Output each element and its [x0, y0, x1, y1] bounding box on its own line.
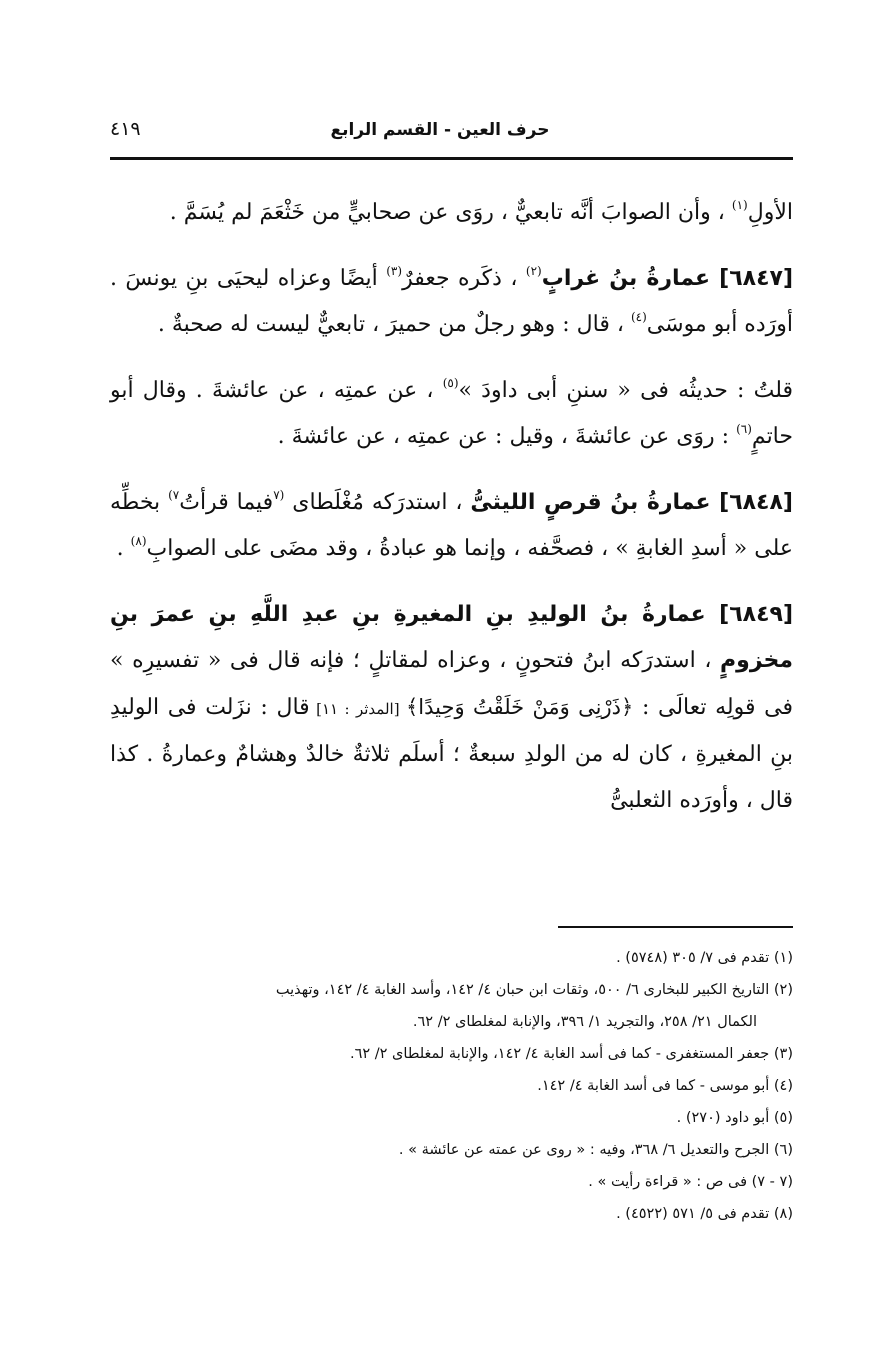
- text-run: : روَى عن عائشةَ ، وقيل : عن عمتِه ، عن عائشةَ .: [277, 424, 737, 449]
- paragraph-1: [110, 190, 793, 236]
- text-run: ، عن عمتِه ، عن عائشةَ . وقال أبو حاتمٍ: [110, 378, 793, 449]
- footnote-ref-7-close: ٧): [168, 488, 180, 502]
- text-run: .: [116, 536, 131, 561]
- quran-verse: ﴿ذَرْنِى وَمَنْ خَلَقْتُ وَحِيدًا﴾: [406, 695, 634, 719]
- footnote-ref-7-open: (٧: [273, 488, 285, 502]
- footnote-separator: [558, 926, 793, 928]
- footnote-ref-2: (٢): [525, 264, 542, 278]
- entry-heading: [٦٨٤٧] عمارةُ بنُ غرابٍ: [541, 266, 793, 291]
- text-run: الأولِ: [747, 200, 793, 225]
- text-run: فيما قرأتُ: [179, 490, 274, 515]
- footnote-6: (٦) الجرح والتعديل ٦/ ٣٦٨، وفيه : « روى عن عمته عن عائشة » .: [398, 1142, 793, 1158]
- entry-6847: [110, 256, 793, 348]
- footnote-ref-8: (٨): [130, 534, 147, 548]
- text-run: قلتُ : حديثُه فى « سننِ أبى داودَ »: [458, 378, 793, 403]
- footnote-ref-6: (٦): [736, 422, 752, 436]
- entry-6848: [110, 480, 793, 572]
- text-run: ، ذكَره جعفرٌ: [402, 266, 526, 291]
- running-header-title: حرف العين - القسم الرابع: [330, 120, 550, 140]
- text-run: ، قال : وهو رجلٌ من حميرَ ، تابعيٌّ ليست له صحبةٌ .: [157, 312, 631, 337]
- main-text: [110, 190, 793, 824]
- header-rule: [110, 157, 793, 160]
- text-run: ، وأن الصوابَ أنَّه تابعيٌّ ، روَى عن صحابيٍّ من خَثْعَمَ لم يُسَمَّ .: [169, 200, 732, 225]
- paragraph-comment: [110, 368, 793, 460]
- footnote-8: (٨) تقدم فى ٥/ ٥٧١ (٤٥٢٢) .: [616, 1206, 793, 1222]
- footnote-ref-3: (٣): [386, 264, 403, 278]
- footnote-4: (٤) أبو موسى - كما فى أسد الغابة ٤/ ١٤٢.: [537, 1078, 793, 1094]
- text-run: أيضًا وعزاه ليحيَى بنِ يونسَ . أورَده أبو موسَى: [110, 266, 793, 337]
- text-run: ، استدرَكه ابنُ فتحونٍ ، وعزاه لمقاتلٍ ؛ فإنه قال فى « تفسيرِه » فى قولِه تعالَى :: [110, 648, 793, 720]
- text-run: ، استدرَكه مُغْلَطاى: [284, 490, 471, 515]
- footnote-2: (٢) التاريخ الكبير للبخارى ٦/ ٥٠٠، وثقات ابن حبان ٤/ ١٤٢، وأسد الغابة ٤/ ١٤٢، وتهذيب: [275, 982, 793, 998]
- surah-reference: [المدثر : ١١]: [309, 700, 406, 718]
- footnote-7: (٧ - ٧) فى ص : « قراءة رأيت » .: [588, 1174, 793, 1190]
- footnote-ref-1: (١): [731, 198, 748, 212]
- footnote-3: (٣) جعفر المستغفرى - كما فى أسد الغابة ٤/ ١٤٢، والإنابة لمغلطاى ٢/ ٦٢.: [349, 1046, 793, 1062]
- text-run: قال : نزَلت فى الوليدِ بنِ المغيرةِ ، كان له من الولدِ سبعةٌ ؛ أسلَم ثلاثةٌ خالدٌ وهشامٌ وعمارةُ . كذا قال ، وأورَده الثعلبىُّ: [110, 695, 793, 813]
- footnotes: [110, 942, 793, 1230]
- entry-heading: [٦٨٤٨] عمارةُ بنُ قرصٍ الليثىُّ: [470, 490, 793, 515]
- entry-heading: [٦٨٤٩] عمارةُ بنُ الوليدِ بنِ المغيرةِ بنِ عبدِ اللَّهِ بنِ عمرَ بنِ مخزومٍ: [110, 602, 793, 673]
- entry-6849: [110, 592, 793, 824]
- footnote-2-continued: الكمال ٢١/ ٢٥٨، والتجريد ١/ ٣٩٦، والإنابة لمغلطاى ٢/ ٦٢.: [412, 1014, 757, 1030]
- footnote-1: (١) تقدم فى ٧/ ٣٠٥ (٥٧٤٨) .: [616, 950, 793, 966]
- footnote-ref-5: (٥): [442, 376, 459, 390]
- footnote-5: (٥) أبو داود (٢٧٠) .: [676, 1110, 793, 1126]
- footnote-ref-4: (٤): [630, 310, 647, 324]
- page-number: ٤١٩: [110, 118, 141, 140]
- text-run: بخطِّه على « أسدِ الغابةِ » ، فصحَّفه ، وإنما هو عبادةُ ، وقد مضَى على الصوابِ: [110, 490, 793, 561]
